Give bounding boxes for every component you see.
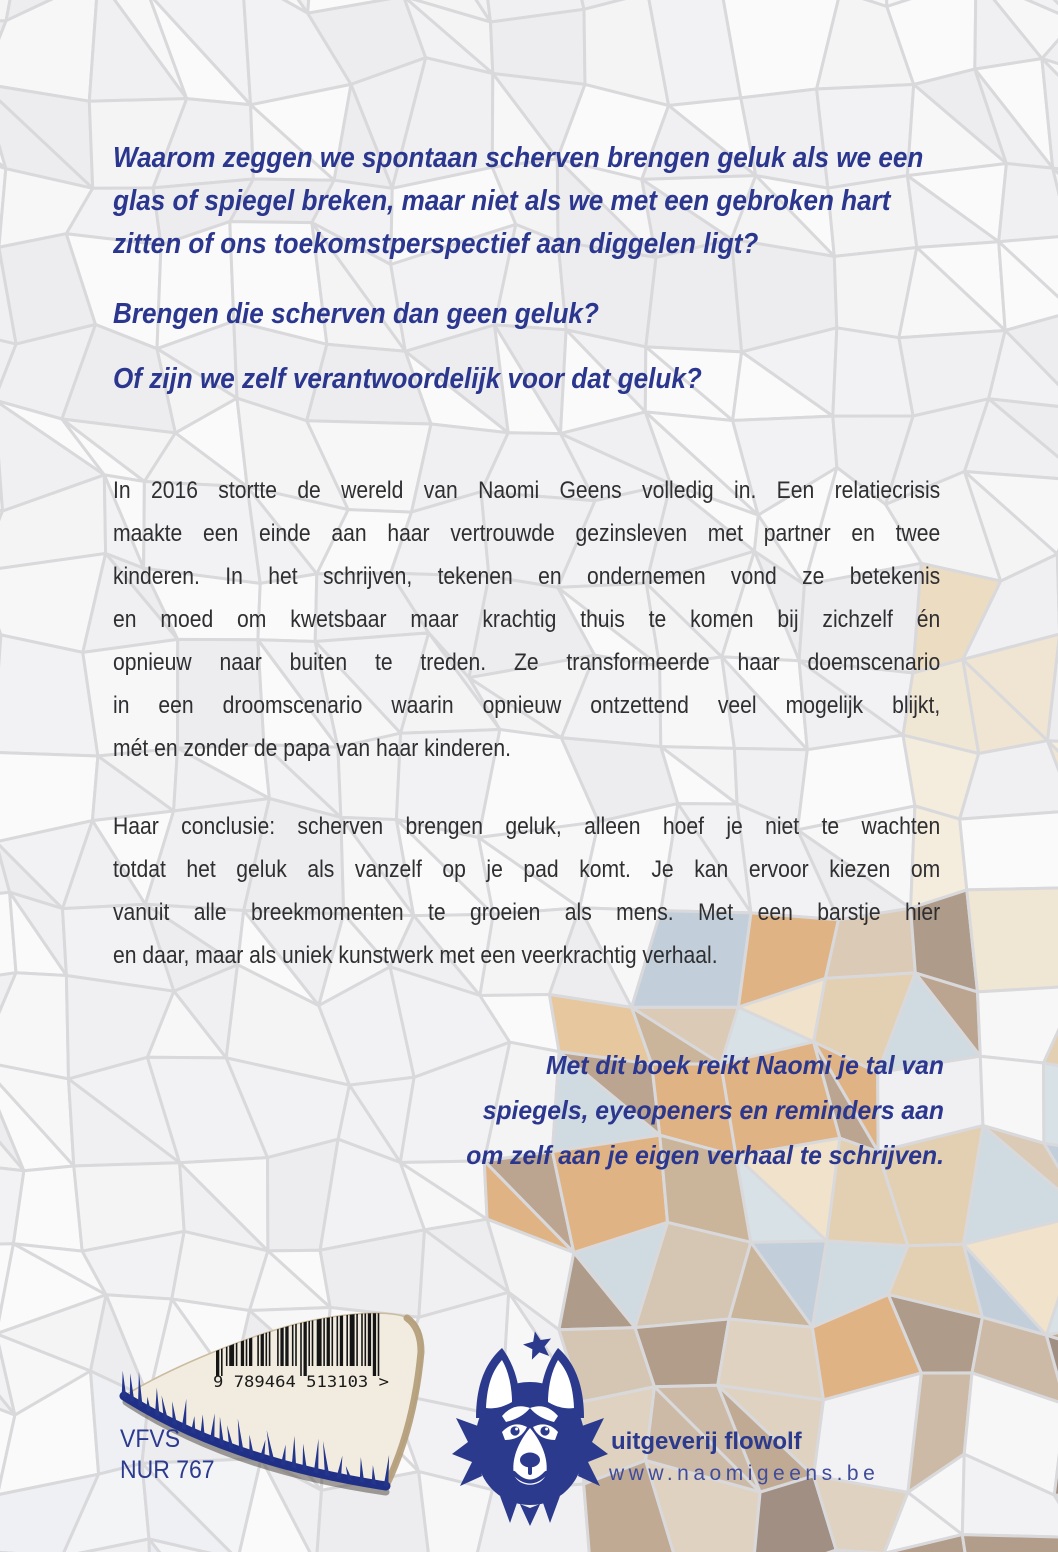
body-line: opnieuw naar buiten te treden. Ze transformeerde haar doemscenario xyxy=(113,649,941,676)
wolf-iris-right xyxy=(540,1426,549,1435)
publisher-website: www.naomigeens.be xyxy=(609,1462,880,1485)
body-line: mét en zonder de papa van haar kinderen. xyxy=(113,735,512,762)
closing-quote xyxy=(53,1043,1058,1178)
classification-codes xyxy=(120,1424,215,1486)
wolf-logo xyxy=(452,1326,608,1526)
question-line: zitten of ons toekomstperspectief aan diggelen ligt? xyxy=(113,228,759,260)
body-paragraph-2 xyxy=(113,805,940,977)
isbn-number: 9 789464 513103 > xyxy=(213,1372,389,1391)
question-line: Waarom zeggen we spontaan scherven brengen geluk als we een xyxy=(113,142,924,174)
body-line: In 2016 stortte de wereld van Naomi Geens volledig in. Een relatiecrisis xyxy=(113,477,941,504)
wolf-eye-glint-right xyxy=(545,1428,548,1431)
body-paragraph-1 xyxy=(113,469,940,770)
question-block-1 xyxy=(113,137,923,266)
wolf-iris-left xyxy=(510,1426,519,1435)
quote-line: Met dit boek reikt Naomi je tal van xyxy=(545,1050,944,1080)
question-line: glas of spiegel breken, maar niet als we met een gebroken hart xyxy=(113,185,891,217)
quote-line: spiegels, eyeopeners en reminders aan xyxy=(482,1095,944,1125)
body-line: in een droomscenario waarin opnieuw ontzettend veel mogelijk blijkt, xyxy=(113,692,941,719)
body-line: totdat het geluk als vanzelf op je pad komt. Je kan ervoor kiezen om xyxy=(113,856,941,883)
star-icon xyxy=(521,1328,555,1360)
body-line: en moed om kwetsbaar maar krachtig thuis te komen bij zichzelf én xyxy=(113,606,941,633)
question-block-3: Of zijn we zelf verantwoordelijk voor dat geluk? xyxy=(113,363,702,395)
quote-line: om zelf aan je eigen verhaal te schrijven. xyxy=(466,1140,944,1170)
body-line: Haar conclusie: scherven brengen geluk, alleen hoef je niet te wachten xyxy=(113,813,941,840)
wolf-eye-glint-left xyxy=(515,1428,518,1431)
body-line: vanuit alle breekmomenten te groeien als mens. Met een barstje hier xyxy=(113,899,941,926)
code-vfvs: VFVS xyxy=(120,1425,181,1453)
publisher-name: uitgeverij flowolf xyxy=(611,1428,802,1455)
body-line: maakte een einde aan haar vertrouwde gezinsleven met partner en twee xyxy=(113,520,941,547)
question-block-2: Brengen die scherven dan geen geluk? xyxy=(113,298,599,330)
body-line: kinderen. In het schrijven, tekenen en ondernemen vond ze betekenis xyxy=(113,563,941,590)
body-line: en daar, maar als uniek kunstwerk met een veerkrachtig verhaal. xyxy=(113,942,718,969)
code-nur: NUR 767 xyxy=(120,1456,215,1484)
